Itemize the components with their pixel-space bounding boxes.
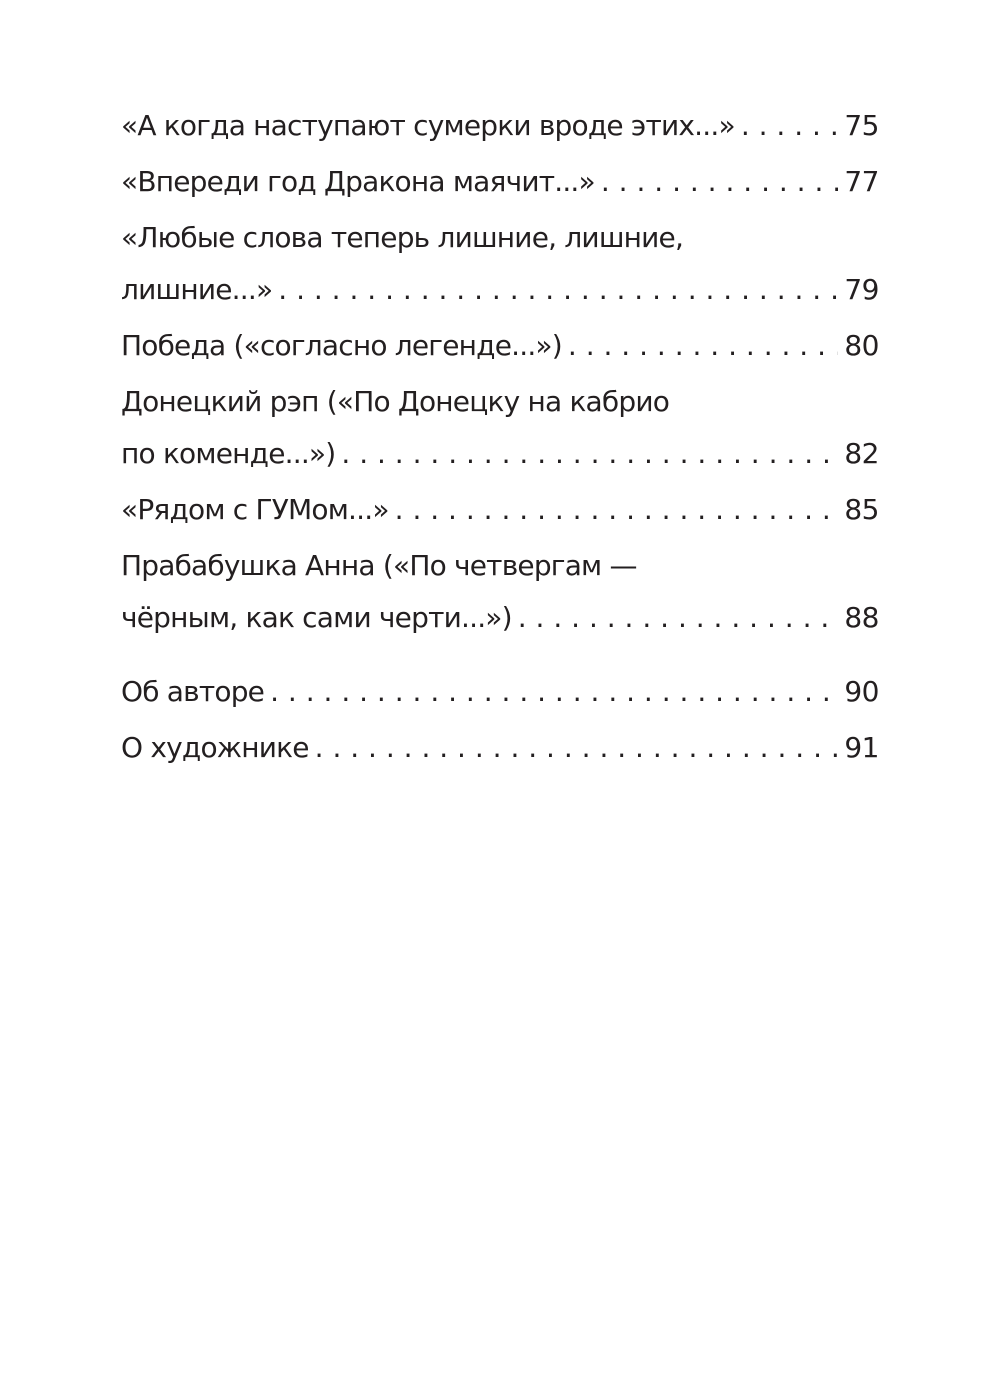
toc-entry-page-number: 88 (844, 601, 879, 634)
toc-entry-title: «Впереди год Дракона маячит...» (121, 165, 595, 198)
toc-entry[interactable] (121, 212, 879, 316)
toc-entry[interactable] (121, 666, 879, 718)
toc-entry-page-number: 82 (844, 437, 879, 470)
dot-leader (315, 722, 839, 774)
toc-entry-line (121, 428, 879, 480)
toc-entry-page-number: 75 (844, 109, 879, 142)
toc-entry-title-line: Прабабушка Анна («По четвергам — (121, 549, 637, 582)
toc-entry-title: лишние...» (121, 273, 273, 306)
table-of-contents (121, 100, 879, 774)
toc-entry[interactable] (121, 376, 879, 480)
dot-leader (341, 428, 838, 480)
toc-entry-page-number: 79 (844, 273, 879, 306)
toc-entry-page-number: 77 (844, 165, 879, 198)
dot-leader (741, 100, 839, 152)
dot-leader (568, 320, 838, 372)
toc-entry[interactable] (121, 722, 879, 774)
toc-entry-line (121, 156, 879, 208)
toc-entry-page-number: 80 (844, 329, 879, 362)
toc-entry-line (121, 722, 879, 774)
toc-entry-title-line: Донецкий рэп («По Донецку на кабрио (121, 385, 670, 418)
toc-entry[interactable] (121, 484, 879, 536)
toc-entry-line (121, 666, 879, 718)
toc-entry-title: «А когда наступают сумерки вроде этих...» (121, 109, 735, 142)
dot-leader (278, 264, 838, 316)
toc-entry-page-number: 90 (844, 675, 879, 708)
toc-entry-line (121, 320, 879, 372)
dot-leader (518, 592, 839, 644)
toc-entry-page-number: 85 (844, 493, 879, 526)
toc-entry[interactable] (121, 320, 879, 372)
toc-entry-title: по коменде...») (121, 437, 336, 470)
toc-entry-title: Об авторе (121, 675, 265, 708)
toc-entry[interactable] (121, 156, 879, 208)
toc-entry-line (121, 264, 879, 316)
toc-entry-title: О художнике (121, 731, 309, 764)
toc-entry-title: «Рядом с ГУМом...» (121, 493, 389, 526)
dot-leader (270, 666, 838, 718)
toc-entry-title: чёрным, как сами черти...») (121, 601, 512, 634)
toc-entry-title: Победа («согласно легенде...») (121, 329, 562, 362)
toc-entry-title-line: «Любые слова теперь лишние, лишние, (121, 221, 684, 254)
toc-entry[interactable] (121, 100, 879, 152)
toc-entry-line (121, 592, 879, 644)
toc-entry[interactable] (121, 540, 879, 644)
dot-leader (395, 484, 839, 536)
dot-leader (601, 156, 839, 208)
toc-entry-line (121, 100, 879, 152)
toc-entry-line (121, 484, 879, 536)
toc-entry-page-number: 91 (844, 731, 879, 764)
